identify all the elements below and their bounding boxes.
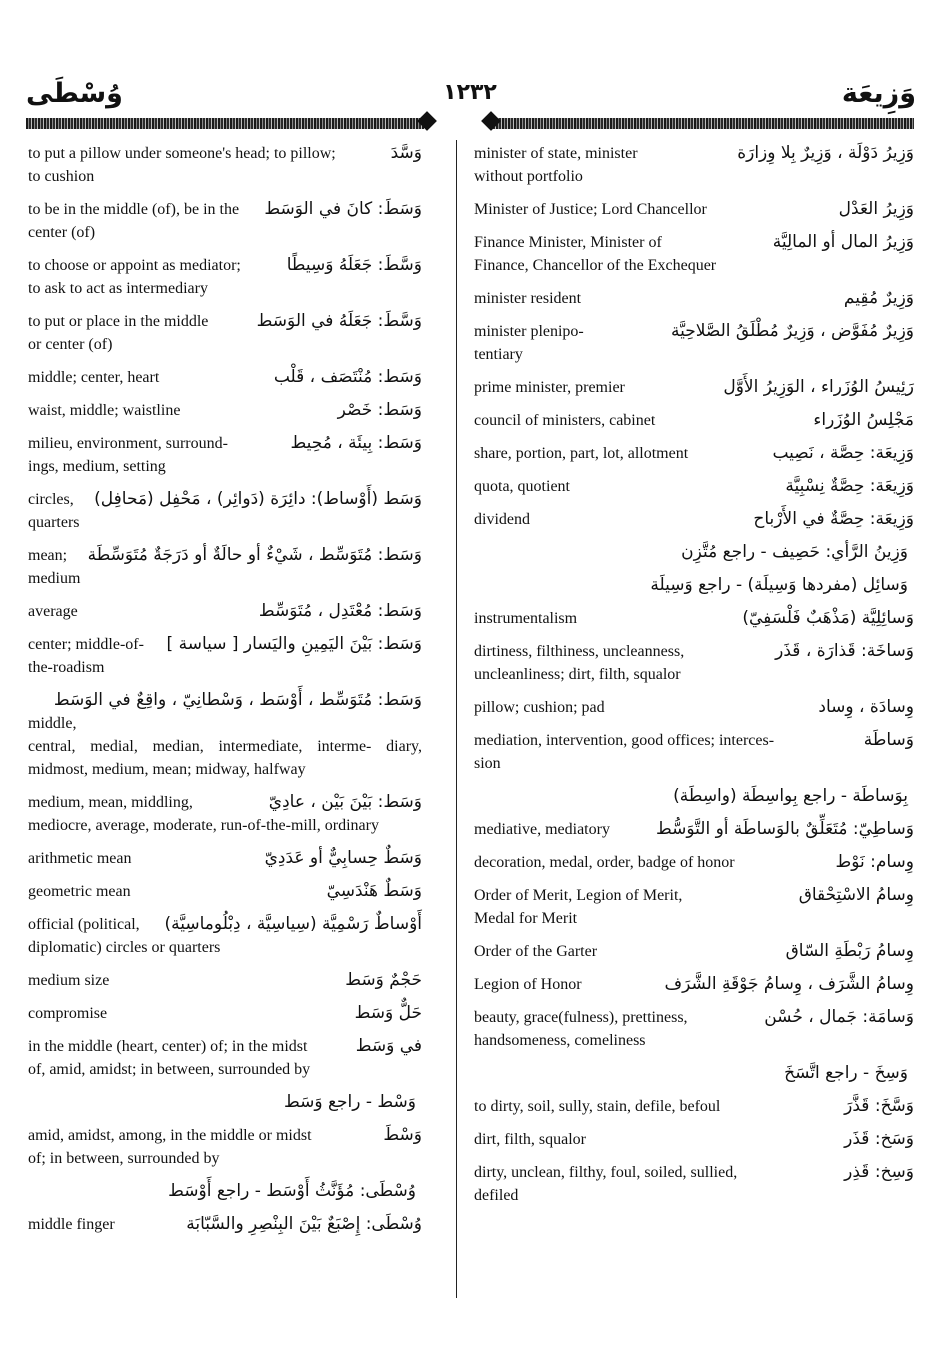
definition-line: medium size	[28, 972, 110, 989]
dictionary-entry	[474, 940, 914, 963]
dictionary-entry	[474, 198, 914, 221]
arabic-headword: وَزِيرٌ مُقِيم	[843, 288, 914, 308]
arabic-headword: وَسِخ: قَذِر	[844, 1162, 914, 1182]
definition-line: minister plenipo-	[474, 323, 584, 340]
definition-continuation: Medal for Merit	[474, 910, 578, 927]
arabic-headword: وِسامُ رَبْطَةِ السّاق	[785, 941, 914, 961]
arabic-headword: وِسادَة ، وِساد	[818, 697, 914, 717]
arabic-headword: وُسْطَى: إِصْبَعٌ بَيْنَ البِنْصِرِ والسَّبّابَة	[186, 1214, 422, 1234]
definition-line: to choose or appoint as mediator;	[28, 257, 241, 274]
definition-continuation: tentiary	[474, 346, 523, 363]
arabic-headword: وَسَط: خَصْر	[337, 400, 422, 420]
dictionary-entry	[474, 607, 914, 630]
dictionary-entry	[28, 254, 422, 300]
definition-continuation: quarters	[28, 514, 80, 531]
definition-line: Order of the Garter	[474, 943, 598, 960]
dictionary-entry	[28, 969, 422, 992]
definition-continuation: to ask to act as intermediary	[28, 280, 208, 297]
arabic-headword: وَسَط: مُتَوَسِّط ، أَوْسَط ، وَسْطانِيّ ، واقِعٌ في الوَسَط	[53, 690, 422, 710]
dictionary-entry	[474, 442, 914, 465]
dictionary-entry	[474, 1161, 914, 1207]
dictionary-entry	[474, 287, 914, 310]
definition-line: dirtiness, filthiness, uncleanness,	[474, 643, 685, 660]
arabic-headword: وَسَّخَ: قَذَّرَ	[844, 1096, 914, 1116]
dictionary-entry	[28, 432, 422, 478]
dictionary-entry	[28, 488, 422, 534]
definition-continuation: uncleanliness; dirt, filth, squalor	[474, 666, 681, 683]
dictionary-entry	[28, 913, 422, 959]
definition-continuation: defiled	[474, 1187, 519, 1204]
definition-line: prime minister, premier	[474, 379, 625, 396]
arabic-headword: أَوْساطٌ رَسْمِيَّة (سِياسِيَّة ، دِبْلُوماسِيَّة)	[164, 914, 422, 934]
definition-line: Minister of Justice; Lord Chancellor	[474, 201, 707, 218]
dictionary-entry	[474, 508, 914, 531]
arabic-headword: وَسَط: مُتَوَسِّط ، شَيْءٌ أو حالَةٌ أو دَرَجَةٌ مُتَوَسِّطَة	[87, 545, 422, 565]
definition-continuation: without portfolio	[474, 168, 583, 185]
arabic-headword: وَزِيعَة: حِصَّةٌ نِسْبِيَّة	[785, 476, 914, 496]
definition-line: mediation, intervention, good offices; interces-	[474, 732, 775, 749]
definition-line: share, portion, part, lot, allotment	[474, 445, 689, 462]
dictionary-entry	[474, 973, 914, 996]
definition-line: circles,	[28, 491, 74, 508]
definition-line: middle; center, heart	[28, 369, 160, 386]
cross-reference-entry: بِوَساطَة - راجع بِواسِطَة (واسِطَة)	[673, 786, 908, 806]
definition-line: council of ministers, cabinet	[474, 412, 656, 429]
definition-continuation: diplomatic) circles or quarters	[28, 939, 221, 956]
definition-line: to put a pillow under someone's head; to pillow;	[28, 145, 336, 162]
cross-reference-entry: وَسْط - راجع وَسَط	[283, 1092, 416, 1112]
left-column	[28, 142, 422, 1246]
dictionary-entry	[28, 633, 422, 679]
arabic-headword: وَسَخ: قَذَر	[844, 1129, 914, 1149]
dictionary-entry	[474, 729, 914, 775]
arabic-headword: وَسَّطَ: جَعَلَهُ وَسِيطًا	[286, 255, 422, 275]
arabic-headword: وَزِيرُ المال أو المالِيَّة	[772, 232, 914, 252]
definition-continuation: central, medial, median, intermediate, interme- diary, midmost, medium, mean; midway, halfway	[28, 738, 422, 778]
arabic-headword: وَساطَة	[863, 730, 914, 750]
left-header-rule	[26, 118, 424, 129]
definition-line: to be in the middle (of), be in the	[28, 201, 240, 218]
definition-line: in the middle (heart, center) of; in the midst	[28, 1038, 308, 1055]
dictionary-entry	[474, 818, 914, 841]
definition-line: medium, mean, middling,	[28, 794, 193, 811]
definition-continuation: or center (of)	[28, 336, 113, 353]
definition-continuation: sion	[474, 755, 501, 772]
dictionary-entry	[28, 1213, 422, 1236]
definition-line: Legion of Honor	[474, 976, 582, 993]
dictionary-entry	[28, 310, 422, 356]
arabic-headword: وَسَط: بَيْنَ اليَمِينِ واليَسار [ سياسة ]	[166, 634, 422, 654]
definition-line: official (political,	[28, 916, 140, 933]
arabic-headword: وَساطِيّ: مُتَعَلِّقٌ بالوَساطَة أو التَّوَسُّط	[656, 819, 914, 839]
definition-line: average	[28, 603, 78, 620]
definition-continuation: medium	[28, 570, 81, 587]
definition-line: beauty, grace(fulness), prettiness,	[474, 1009, 688, 1026]
dictionary-entry	[474, 1095, 914, 1118]
arabic-headword: مَجْلِسُ الوُزَراء	[813, 410, 914, 430]
arabic-headword: وَسَط: مُنْتَصَف ، قَلْب	[273, 367, 422, 387]
definition-line: pillow; cushion; pad	[474, 699, 605, 716]
dictionary-entry	[28, 791, 422, 837]
dictionary-entry	[28, 544, 422, 590]
dictionary-entry	[474, 1006, 914, 1052]
english-definition	[474, 729, 914, 775]
definition-line: Order of Merit, Legion of Merit,	[474, 887, 683, 904]
arabic-headword: وَساخَة: قَذارَة ، قَذَر	[775, 641, 914, 661]
definition-continuation: the-roadism	[28, 659, 105, 676]
dictionary-entry	[28, 366, 422, 389]
cross-reference-entry: وَسائِل (مفردها وَسِيلَة) - راجع وَسِيلَة	[650, 575, 908, 595]
definition-line: mean;	[28, 547, 68, 564]
definition-line: to put or place in the middle	[28, 313, 209, 330]
dictionary-entry	[474, 640, 914, 686]
definition-line: minister of state, minister	[474, 145, 638, 162]
definition-line: waist, middle; waistline	[28, 402, 181, 419]
arabic-headword: في وَسَط	[355, 1036, 422, 1056]
arabic-headword: وِسامُ الاسْتِحْقاق	[798, 885, 914, 905]
definition-line: dividend	[474, 511, 530, 528]
arabic-headword: وَسَطٌ هَنْدَسِيّ	[326, 881, 422, 901]
dictionary-entry	[28, 880, 422, 903]
arabic-headword: وَزِيعَة: حِصَّةٌ في الأَرْباح	[753, 509, 914, 529]
arabic-headword: وَزِيرُ دَوْلَة ، وَزِيرٌ بِلا وِزارَة	[737, 143, 914, 163]
dictionary-entry	[474, 320, 914, 366]
arabic-headword: وَسْطَ	[383, 1125, 422, 1145]
dictionary-entry	[474, 376, 914, 399]
right-guide-word: وَزِيعَة	[841, 78, 916, 109]
definition-line: middle finger	[28, 1216, 115, 1233]
dictionary-entry	[474, 884, 914, 930]
cross-reference-entry: وَسِخَ - راجع اتَّسَخَ	[784, 1063, 908, 1083]
dictionary-entry	[28, 1002, 422, 1025]
definition-line: quota, quotient	[474, 478, 570, 495]
dictionary-entry	[474, 409, 914, 432]
definition-line: dirt, filth, squalor	[474, 1131, 586, 1148]
definition-line: instrumentalism	[474, 610, 578, 627]
cross-reference-entry: وَزِينُ الرَّأي: حَصِيف - راجع مُتَّزِن	[681, 542, 908, 562]
arabic-headword: وَسَط: بِيئَة ، مُحِيط	[290, 433, 422, 453]
definition-line: dirty, unclean, filthy, foul, soiled, sullied,	[474, 1164, 738, 1181]
definition-line: Finance Minister, Minister of	[474, 234, 662, 251]
definition-line: minister resident	[474, 290, 582, 307]
definition-line: middle,	[28, 715, 77, 732]
dictionary-entry	[28, 600, 422, 623]
arabic-headword: حَلٌّ وَسَط	[354, 1003, 422, 1023]
definition-continuation: center (of)	[28, 224, 96, 241]
arabic-headword: وَسَّدَ	[390, 143, 422, 163]
arabic-headword: وِسامُ الشَّرَف ، وِسامُ جَوْقَةِ الشَّرَف	[664, 974, 914, 994]
arabic-headword: وَزِيرٌ مُفَوَّض ، وَزِيرٌ مُطْلَقُ الصَّلاحِيَّة	[670, 321, 914, 341]
dictionary-entry	[28, 1124, 422, 1170]
dictionary-entry	[474, 851, 914, 874]
definition-line: amid, amidst, among, in the middle or midst	[28, 1127, 312, 1144]
definition-continuation: of; in between, surrounded by	[28, 1150, 220, 1167]
page-number: ١٢٣٢	[443, 80, 497, 105]
arabic-headword: حَجْمٌ وَسَط	[345, 970, 422, 990]
dictionary-entry	[474, 696, 914, 719]
arabic-headword: وَسَط: مُعْتَدِل ، مُتَوَسِّط	[258, 601, 422, 621]
arabic-headword: وَسَطٌ حِسابِيٌّ أو عَدَدِيّ	[264, 848, 422, 868]
right-header-rule	[490, 118, 914, 129]
arabic-headword: وَسَط (أَوْساط): دائِرَة (دَوائِر) ، مَحْفِل (مَحافِل)	[94, 489, 422, 509]
definition-continuation: ings, medium, setting	[28, 458, 166, 475]
definition-line: center; middle-of-	[28, 636, 144, 653]
arabic-headword: وَسَطَ: كانَ في الوَسَط	[264, 199, 422, 219]
definition-continuation: Finance, Chancellor of the Exchequer	[474, 257, 717, 274]
dictionary-entry	[474, 475, 914, 498]
english-definition	[28, 142, 422, 188]
arabic-headword: رَئِيسُ الوُزَراء ، الوَزِيرُ الأَوَّل	[723, 377, 914, 397]
definition-line: compromise	[28, 1005, 108, 1022]
definition-continuation: handsomeness, comeliness	[474, 1032, 646, 1049]
definition-continuation: mediocre, average, moderate, run-of-the-mill, ordinary	[28, 817, 379, 834]
left-guide-word: وُسْطَى	[26, 78, 123, 109]
definition-line: milieu, environment, surround-	[28, 435, 228, 452]
definition-line: geometric mean	[28, 883, 131, 900]
dictionary-entry	[28, 689, 422, 781]
definition-continuation: to cushion	[28, 168, 95, 185]
dictionary-entry	[474, 231, 914, 277]
right-column	[474, 142, 914, 1217]
arabic-headword: وِسام: نَوْط	[835, 852, 914, 872]
arabic-headword: وَسامَة: جَمال ، حُسْن	[764, 1007, 914, 1027]
definition-line: arithmetic mean	[28, 850, 132, 867]
cross-reference-entry: وُسْطَى: مُؤَنَّثُ أَوْسَط - راجع أَوْسَط	[168, 1181, 416, 1201]
definition-continuation: of, amid, amidst; in between, surrounded by	[28, 1061, 311, 1078]
dictionary-entry	[28, 399, 422, 422]
definition-line: decoration, medal, order, badge of honor	[474, 854, 735, 871]
arabic-headword: وَزِيرُ العَدْل	[838, 199, 914, 219]
dictionary-entry	[28, 142, 422, 188]
english-definition	[28, 1124, 422, 1170]
dictionary-entry	[28, 847, 422, 870]
column-divider	[456, 140, 457, 1298]
dictionary-entry	[28, 198, 422, 244]
dictionary-entry	[28, 1035, 422, 1081]
definition-line: to dirty, soil, sully, stain, defile, befoul	[474, 1098, 721, 1115]
dictionary-entry	[474, 142, 914, 188]
arabic-headword: وَسَط: بَيْنَ بَيْن ، عادِيّ	[268, 792, 422, 812]
arabic-headword: وَسائِلِيَّة (مَذْهَبٌ فَلْسَفِيّ)	[742, 608, 914, 628]
arabic-headword: وَزِيعَة: حِصَّة ، نَصِيب	[772, 443, 914, 463]
arabic-headword: وَسَّطَ: جَعَلَهُ في الوَسَط	[256, 311, 422, 331]
dictionary-entry	[474, 1128, 914, 1151]
definition-line: mediative, mediatory	[474, 821, 610, 838]
